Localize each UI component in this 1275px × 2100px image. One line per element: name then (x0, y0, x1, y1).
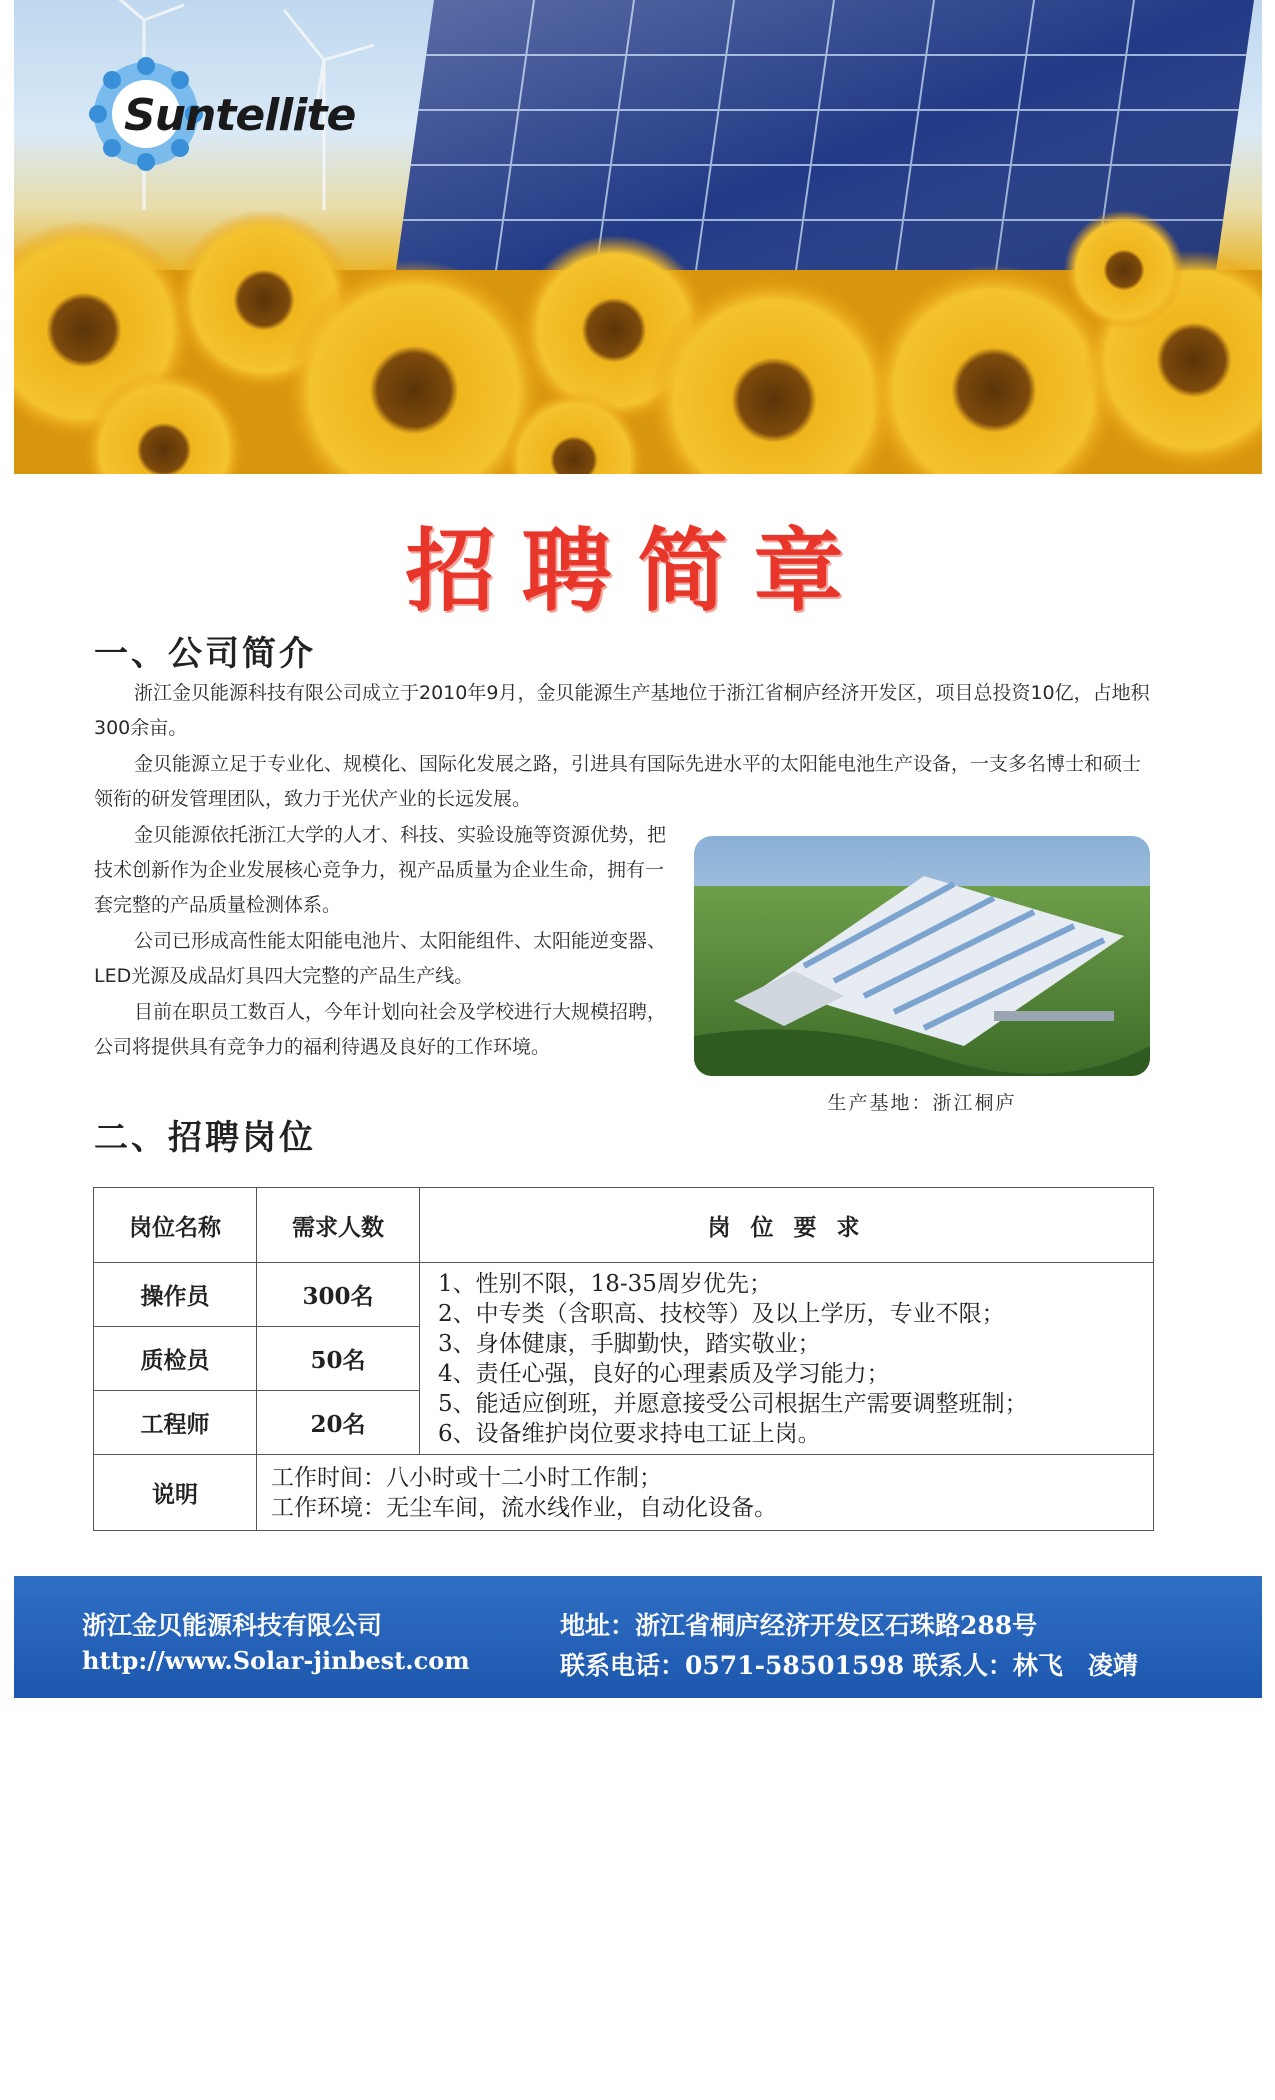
company-resources-paragraph: 金贝能源依托浙江大学的人才、科技、实验设施等资源优势，把技术创新作为企业发展核心竞争力，视产品质量为企业生命，拥有一套完整的产品质量检测体系。 (94, 824, 667, 916)
factory-image-caption: 生产基地：浙江桐庐 (827, 1092, 1017, 1114)
requirement-item: 2、中专类（含职高、技校等）及以上学历，专业不限； (438, 1301, 1005, 1327)
company-intro-paragraph: 浙江金贝能源科技有限公司成立于2010年9月，金贝能源生产基地位于浙江省桐庐经济开发区，项目总投资10亿，占地积300余亩。 (94, 682, 1150, 739)
position-cell: 质检员 (94, 1327, 257, 1391)
header-requirements: 岗 位 要 求 (420, 1188, 1154, 1263)
count-cell: 20名 (257, 1391, 420, 1455)
requirements-cell (420, 1263, 1154, 1455)
footer-contact: 联系电话：0571-58501598 联系人：林飞 凌靖 (560, 1651, 1138, 1680)
company-products-paragraph: 公司已形成高性能太阳能电池片、太阳能组件、太阳能逆变器、LED光源及成品灯具四大完整的产品生产线。 (94, 930, 667, 987)
count-cell: 300名 (257, 1263, 420, 1327)
company-strategy-paragraph: 金贝能源立足于专业化、规模化、国际化发展之路，引进具有国际先进水平的太阳能电池生产设备，一支多名博士和硕士领衔的研发管理团队，致力于光伏产业的长远发展。 (94, 753, 1142, 810)
requirement-item: 5、能适应倒班，并愿意接受公司根据生产需要调整班制； (438, 1391, 1028, 1417)
section-heading-positions: 二、招聘岗位 (94, 1118, 316, 1158)
page-title: 招聘简章 (405, 519, 870, 624)
footer-company-name: 浙江金贝能源科技有限公司 (82, 1611, 383, 1640)
note-item: 工作时间：八小时或十二小时工作制； (271, 1464, 662, 1491)
count-cell: 50名 (257, 1327, 420, 1391)
table-notes-row (94, 1455, 1154, 1531)
footer-website-link[interactable]: http://www.Solar-jinbest.com (82, 1646, 470, 1675)
logo-text: Suntellite (124, 90, 356, 141)
table-header-row (94, 1188, 1154, 1263)
position-cell: 工程师 (94, 1391, 257, 1455)
job-positions-table (93, 1187, 1154, 1531)
suntellite-logo (76, 52, 376, 182)
position-cell: 操作员 (94, 1263, 257, 1327)
hero-banner (14, 0, 1262, 474)
requirement-item: 4、责任心强，良好的心理素质及学习能力； (438, 1361, 890, 1387)
section-heading-company: 一、公司简介 (94, 634, 316, 674)
footer-address: 地址：浙江省桐庐经济开发区石珠路288号 (560, 1611, 1038, 1640)
note-item: 工作环境：无尘车间，流水线作业，自动化设备。 (271, 1494, 777, 1521)
notes-cell (257, 1455, 1154, 1531)
requirement-item: 6、设备维护岗位要求持电工证上岗。 (438, 1421, 821, 1447)
notes-label: 说明 (94, 1455, 257, 1531)
factory-aerial-image (694, 836, 1150, 1076)
table-row (94, 1263, 1154, 1327)
header-count: 需求人数 (257, 1188, 420, 1263)
contact-footer (14, 1576, 1262, 1698)
requirement-item: 3、身体健康，手脚勤快，踏实敬业； (438, 1331, 821, 1357)
header-position: 岗位名称 (94, 1188, 257, 1263)
company-hiring-paragraph: 目前在职员工数百人，今年计划向社会及学校进行大规模招聘，公司将提供具有竞争力的福利待遇及良好的工作环境。 (94, 1001, 667, 1058)
requirement-item: 1、性别不限，18-35周岁优先； (438, 1271, 772, 1297)
